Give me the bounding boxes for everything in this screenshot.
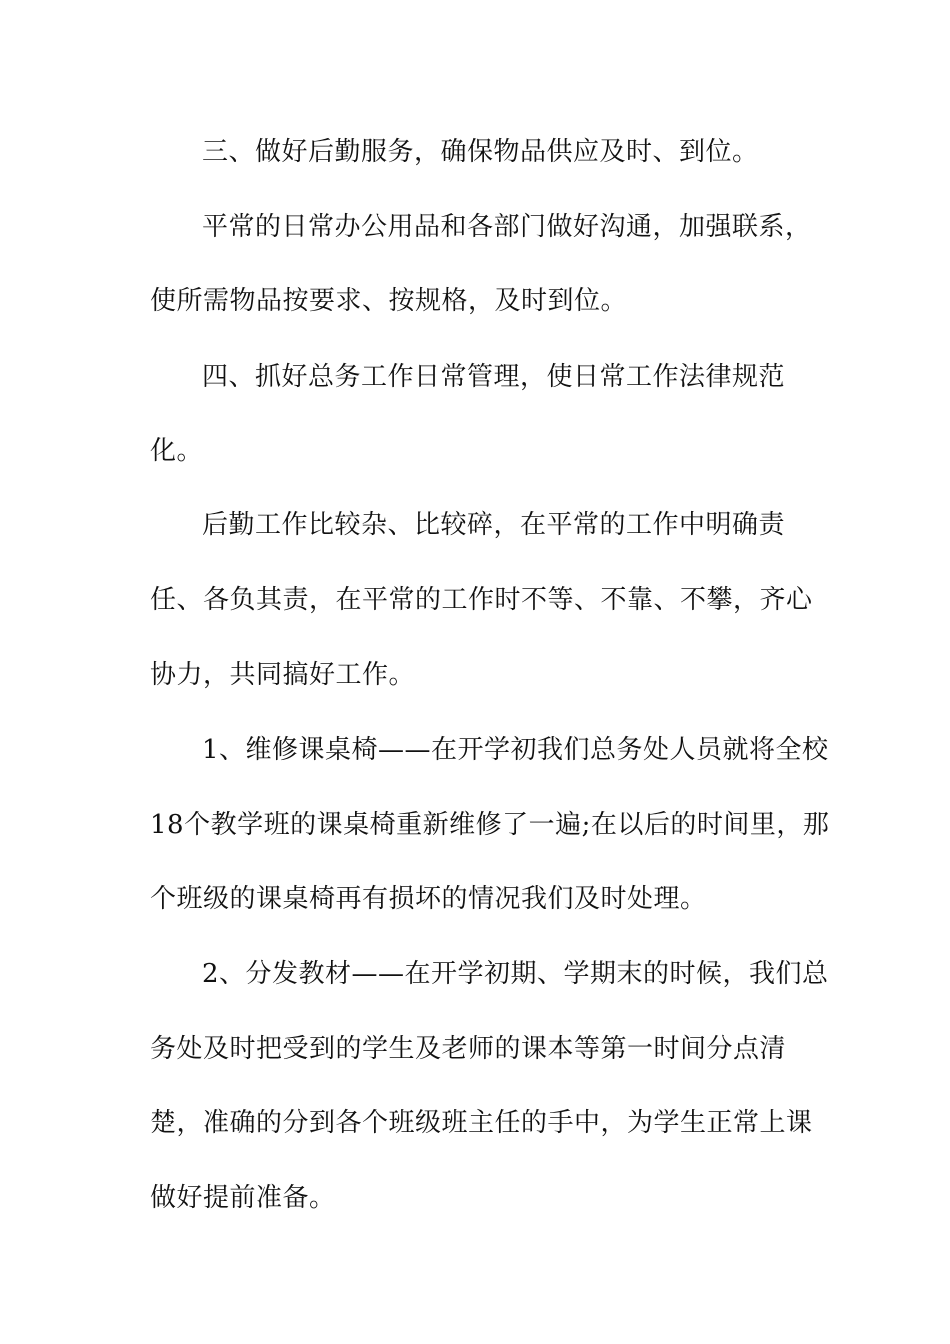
paragraph-line: 协力，共同搞好工作。 [150,660,416,690]
section-heading-3: 三、做好后勤服务，确保物品供应及时、到位。 [202,137,759,167]
paragraph-line: 使所需物品按要求、按规格，及时到位。 [150,286,628,316]
list-item-1-continued: 18个教学班的课桌椅重新维修了一遍;在以后的时间里，那 [150,810,830,840]
list-item-2: 2、分发教材——在开学初期、学期末的时候，我们总 [202,959,829,989]
paragraph-line: 平常的日常办公用品和各部门做好沟通，加强联系， [202,212,812,242]
paragraph-line: 任、各负其责，在平常的工作时不等、不靠、不攀，齐心 [150,585,813,615]
list-item-2-continued: 务处及时把受到的学生及老师的课本等第一时间分点清 [150,1034,787,1064]
list-item-1-continued: 个班级的课桌椅再有损坏的情况我们及时处理。 [150,884,707,914]
paragraph-line: 后勤工作比较杂、比较碎，在平常的工作中明确责 [202,510,786,540]
list-item-2-continued: 做好提前准备。 [150,1183,336,1213]
section-heading-4-continued: 化。 [150,436,204,466]
section-heading-4: 四、抓好总务工作日常管理，使日常工作法律规范 [202,362,786,392]
list-item-1: 1、维修课桌椅——在开学初我们总务处人员就将全校 [202,735,829,765]
list-item-2-continued: 楚，准确的分到各个班级班主任的手中，为学生正常上课 [150,1108,813,1138]
